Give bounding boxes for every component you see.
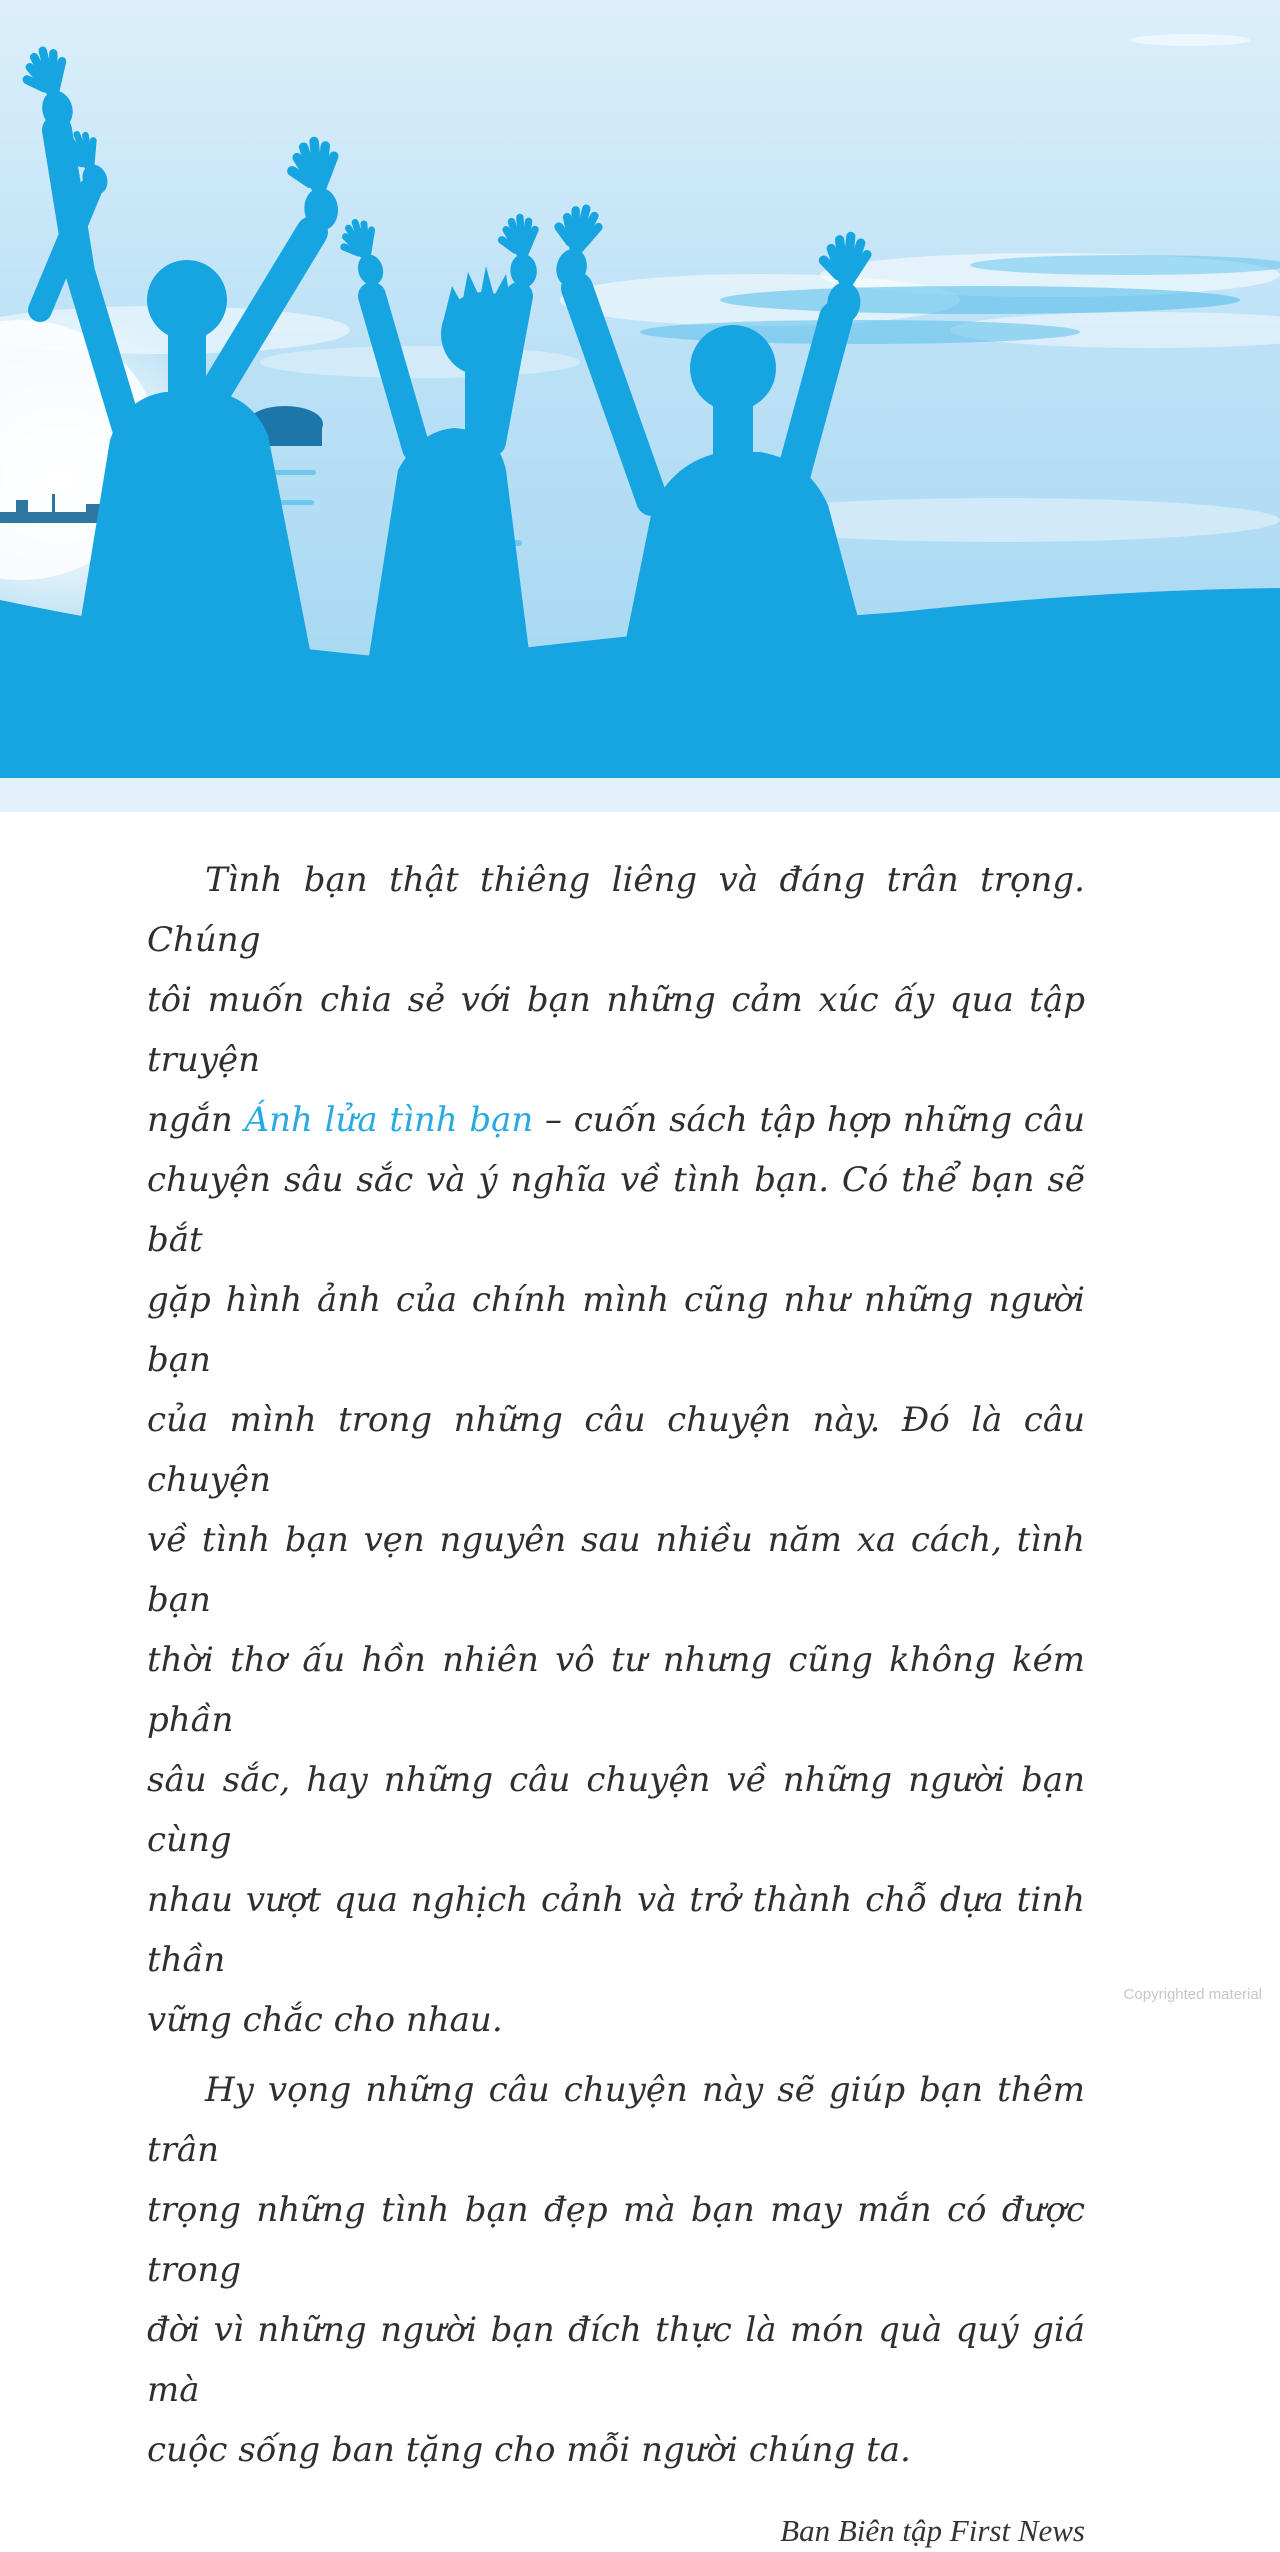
intro-line: nhau vượt qua nghịch cảnh và trở thành chỗ dựa tinh thần [147, 1880, 1085, 1980]
intro-line: vững chắc cho nhau. [147, 2000, 503, 2040]
intro-paragraph-2 [147, 2060, 1085, 2480]
friends-photo-illustration [0, 0, 1280, 778]
intro-line [147, 1090, 1085, 1150]
intro-line: thời thơ ấu hồn nhiên vô tư nhưng cũng không kém phần [147, 1640, 1085, 1740]
intro-line-fragment: ngắn [147, 1100, 245, 1140]
intro-line: của mình trong những câu chuyện này. Đó là câu chuyện [147, 1400, 1085, 1500]
editorial-signature: Ban Biên tập First News [780, 2513, 1085, 2548]
intro-line: đời vì những người bạn đích thực là món quà quý giá mà [147, 2310, 1085, 2410]
copyright-note: Copyrighted material [1123, 1986, 1262, 2003]
intro-line: gặp hình ảnh của chính mình cũng như những người bạn [147, 1280, 1085, 1380]
intro-line: tôi muốn chia sẻ với bạn những cảm xúc ấy qua tập truyện [147, 980, 1085, 1080]
figure-1-head [147, 260, 227, 340]
intro-line: về tình bạn vẹn nguyên sau nhiều năm xa cách, tình bạn [147, 1520, 1085, 1620]
intro-line: trọng những tình bạn đẹp mà bạn may mắn có được trong [147, 2190, 1085, 2290]
hero-photo [0, 0, 1280, 778]
intro-line: cuộc sống ban tặng cho mỗi người chúng ta. [147, 2430, 911, 2470]
intro-line: chuyện sâu sắc và ý nghĩa về tình bạn. Có thể bạn sẽ bắt [147, 1160, 1085, 1260]
hero-photo-strip [0, 778, 1280, 812]
figure-3-head [690, 325, 776, 411]
intro-line-fragment: – cuốn sách tập hợp những câu [533, 1100, 1086, 1140]
intro-text-block [147, 850, 1085, 2552]
intro-line: Hy vọng những câu chuyện này sẽ giúp bạn thêm trân [147, 2070, 1085, 2170]
intro-line: sâu sắc, hay những câu chuyện về những người bạn cùng [147, 1760, 1085, 1860]
book-title-highlight: Ánh lửa tình bạn [244, 1100, 534, 1140]
intro-line: Tình bạn thật thiêng liêng và đáng trân trọng. Chúng [147, 860, 1085, 960]
